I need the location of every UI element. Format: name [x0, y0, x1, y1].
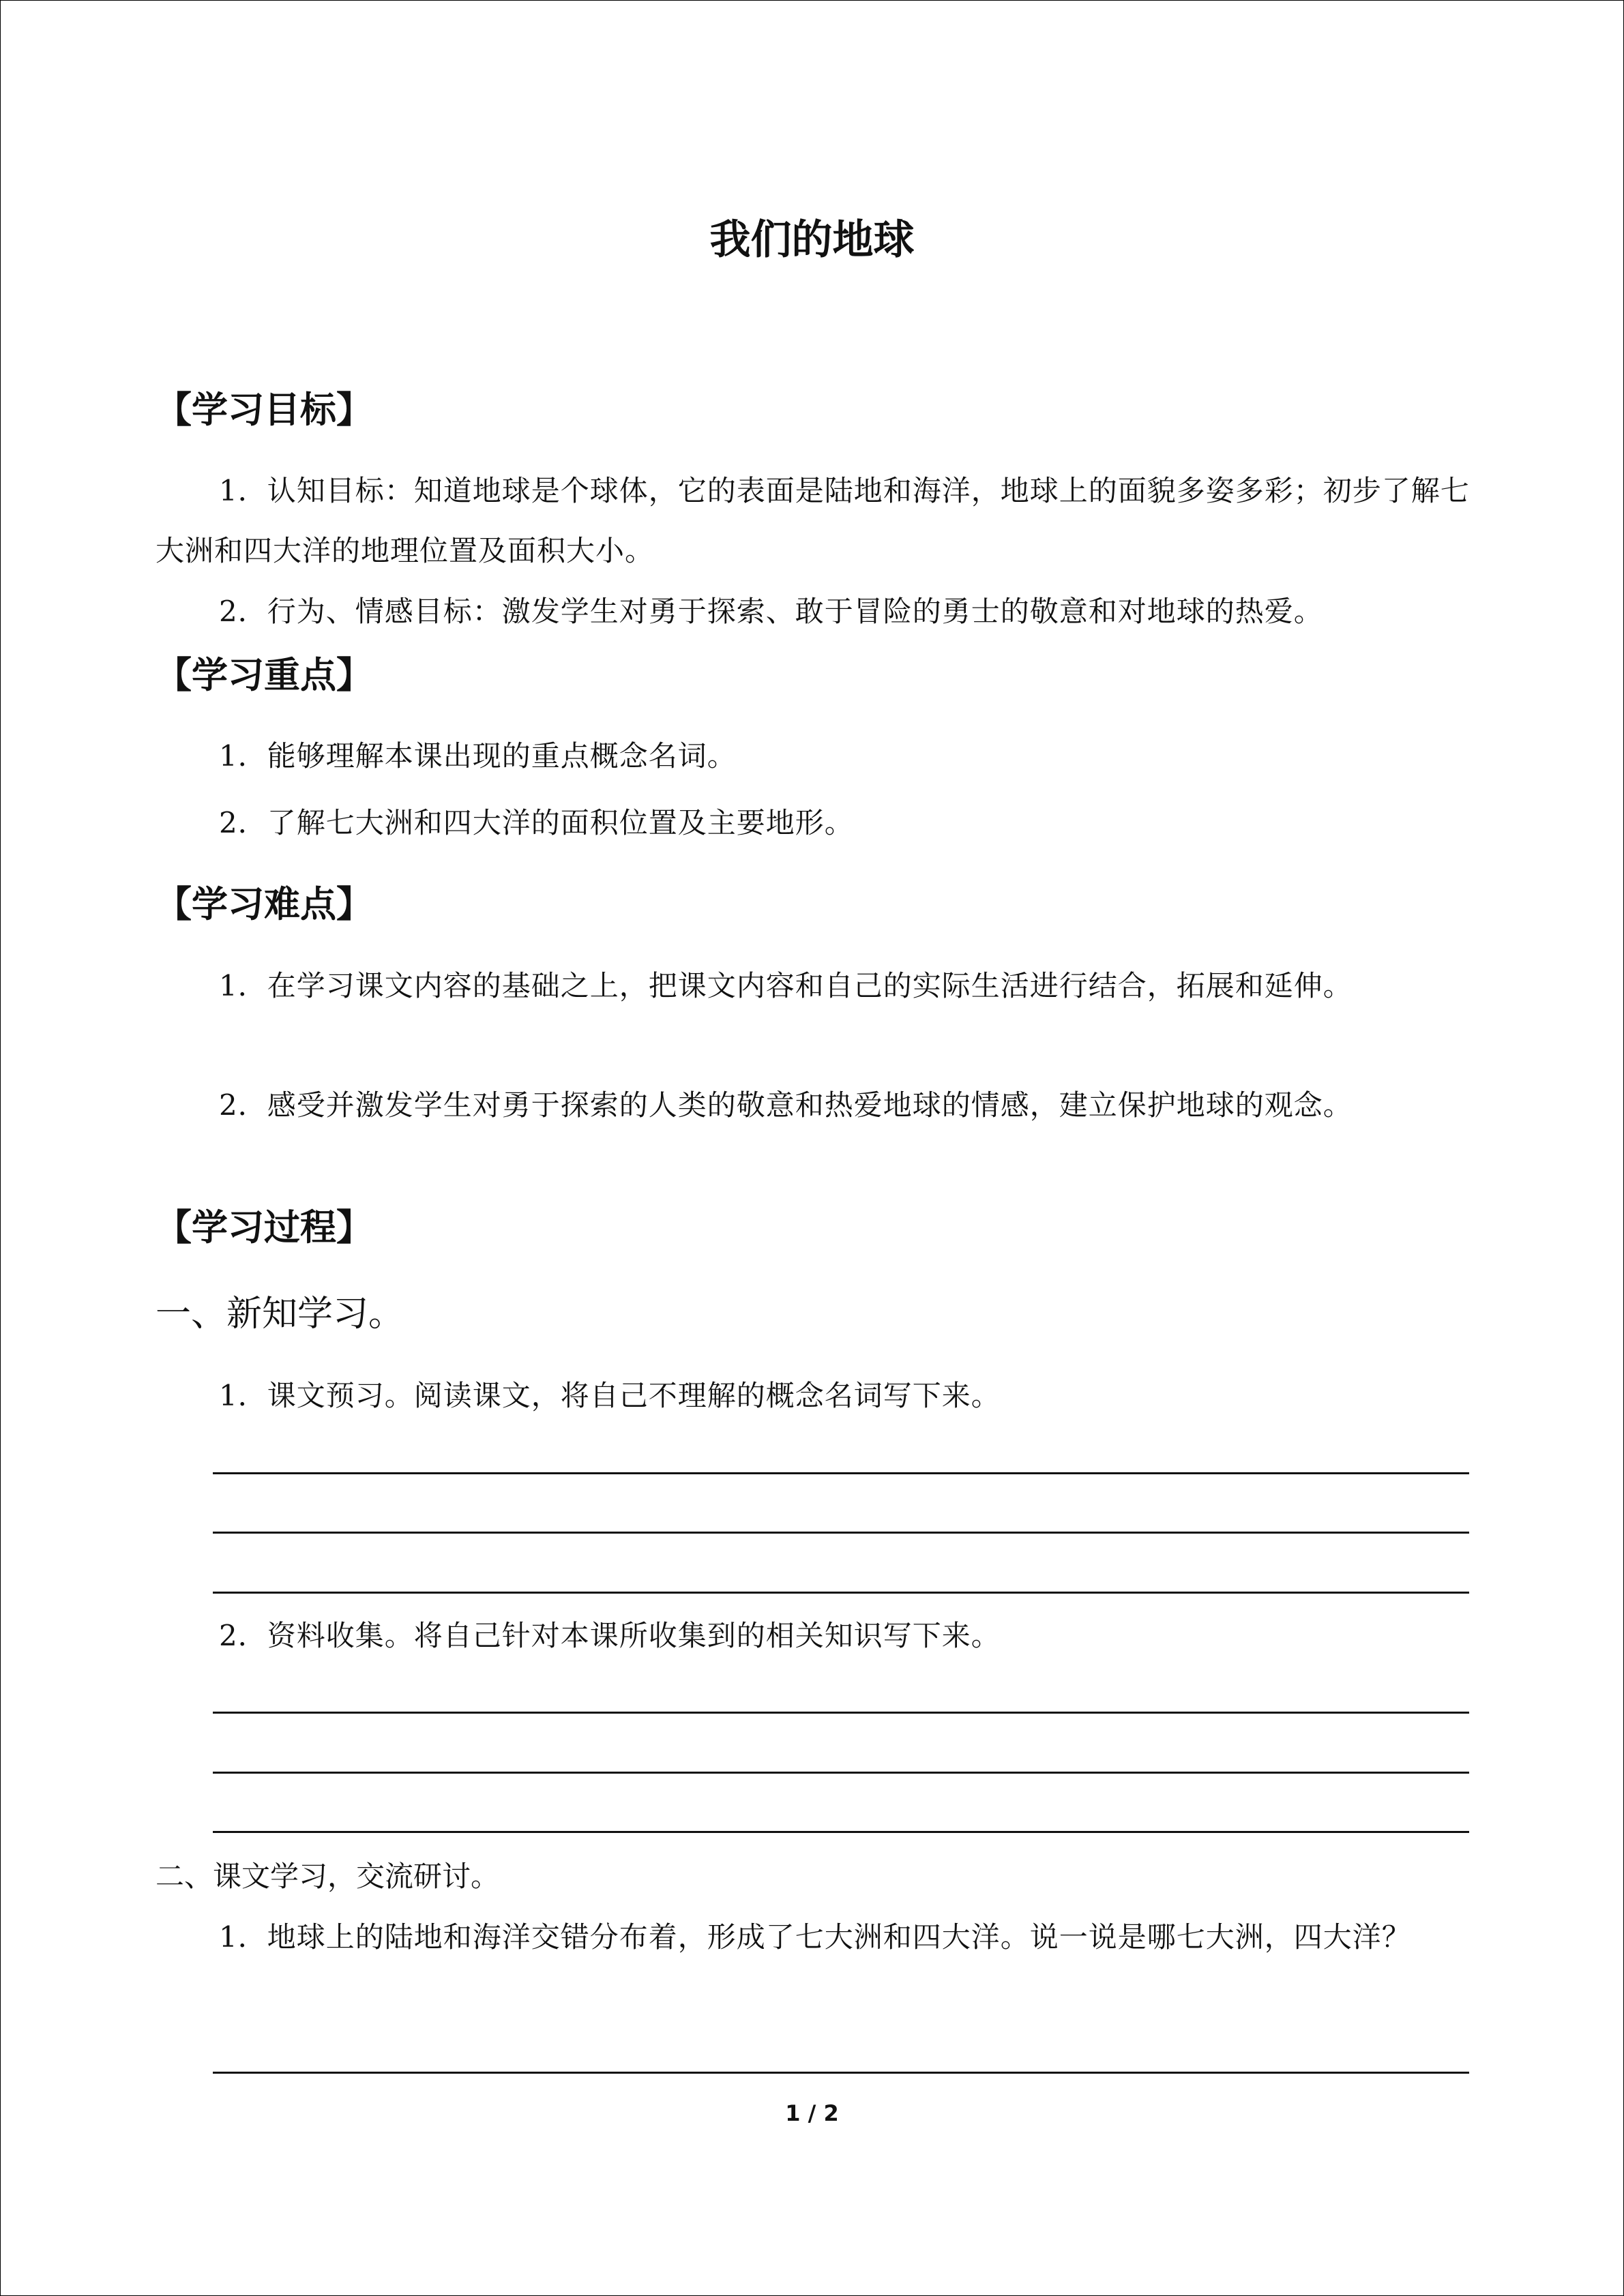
- answer-line[interactable]: [213, 1472, 1469, 1474]
- section-1-title: 一、新知学习。: [156, 1294, 404, 1335]
- section-2-title: 二、课文学习，交流研讨。: [156, 1860, 500, 1893]
- objective-1: 1．认知目标：知道地球是个球体，它的表面是陆地和海洋，地球上的面貌多姿多彩；初步了解七大洲和四大洋的地理位置及面积大小。: [156, 474, 1470, 567]
- heading-key-points: 【学习重点】: [156, 655, 372, 696]
- page-title: 我们的地球: [709, 216, 915, 264]
- section-2-item-1: 1．地球上的陆地和海洋交错分布着，形成了七大洲和四大洋。说一说是哪七大洲，四大洋？: [219, 1920, 1411, 1954]
- section-1-item-2: 2．资料收集。将自己针对本课所收集到的相关知识写下来。: [219, 1619, 1001, 1652]
- difficulty-1: 1．在学习课文内容的基础之上，把课文内容和自己的实际生活进行结合，拓展和延伸。: [219, 969, 1353, 1002]
- key-point-1: 1．能够理解本课出现的重点概念名词。: [219, 739, 737, 773]
- objective-2: 2．行为、情感目标：激发学生对勇于探索、敢于冒险的勇士的敬意和对地球的热爱。: [219, 595, 1323, 628]
- answer-line[interactable]: [213, 1592, 1469, 1594]
- heading-objectives: 【学习目标】: [156, 389, 372, 431]
- heading-process: 【学习过程】: [156, 1207, 372, 1249]
- answer-line[interactable]: [213, 1532, 1469, 1534]
- answer-line[interactable]: [213, 2072, 1469, 2074]
- key-point-2: 2．了解七大洲和四大洋的面积位置及主要地形。: [219, 806, 854, 839]
- answer-line[interactable]: [213, 1772, 1469, 1774]
- page-number: 1 / 2: [785, 2100, 839, 2126]
- answer-line[interactable]: [213, 1712, 1469, 1714]
- difficulty-2: 2．感受并激发学生对勇于探索的人类的敬意和热爱地球的情感，建立保护地球的观念。: [219, 1088, 1353, 1122]
- answer-line[interactable]: [213, 1831, 1469, 1833]
- section-1-item-1: 1．课文预习。阅读课文，将自己不理解的概念名词写下来。: [219, 1379, 1001, 1412]
- heading-difficulties: 【学习难点】: [156, 884, 372, 925]
